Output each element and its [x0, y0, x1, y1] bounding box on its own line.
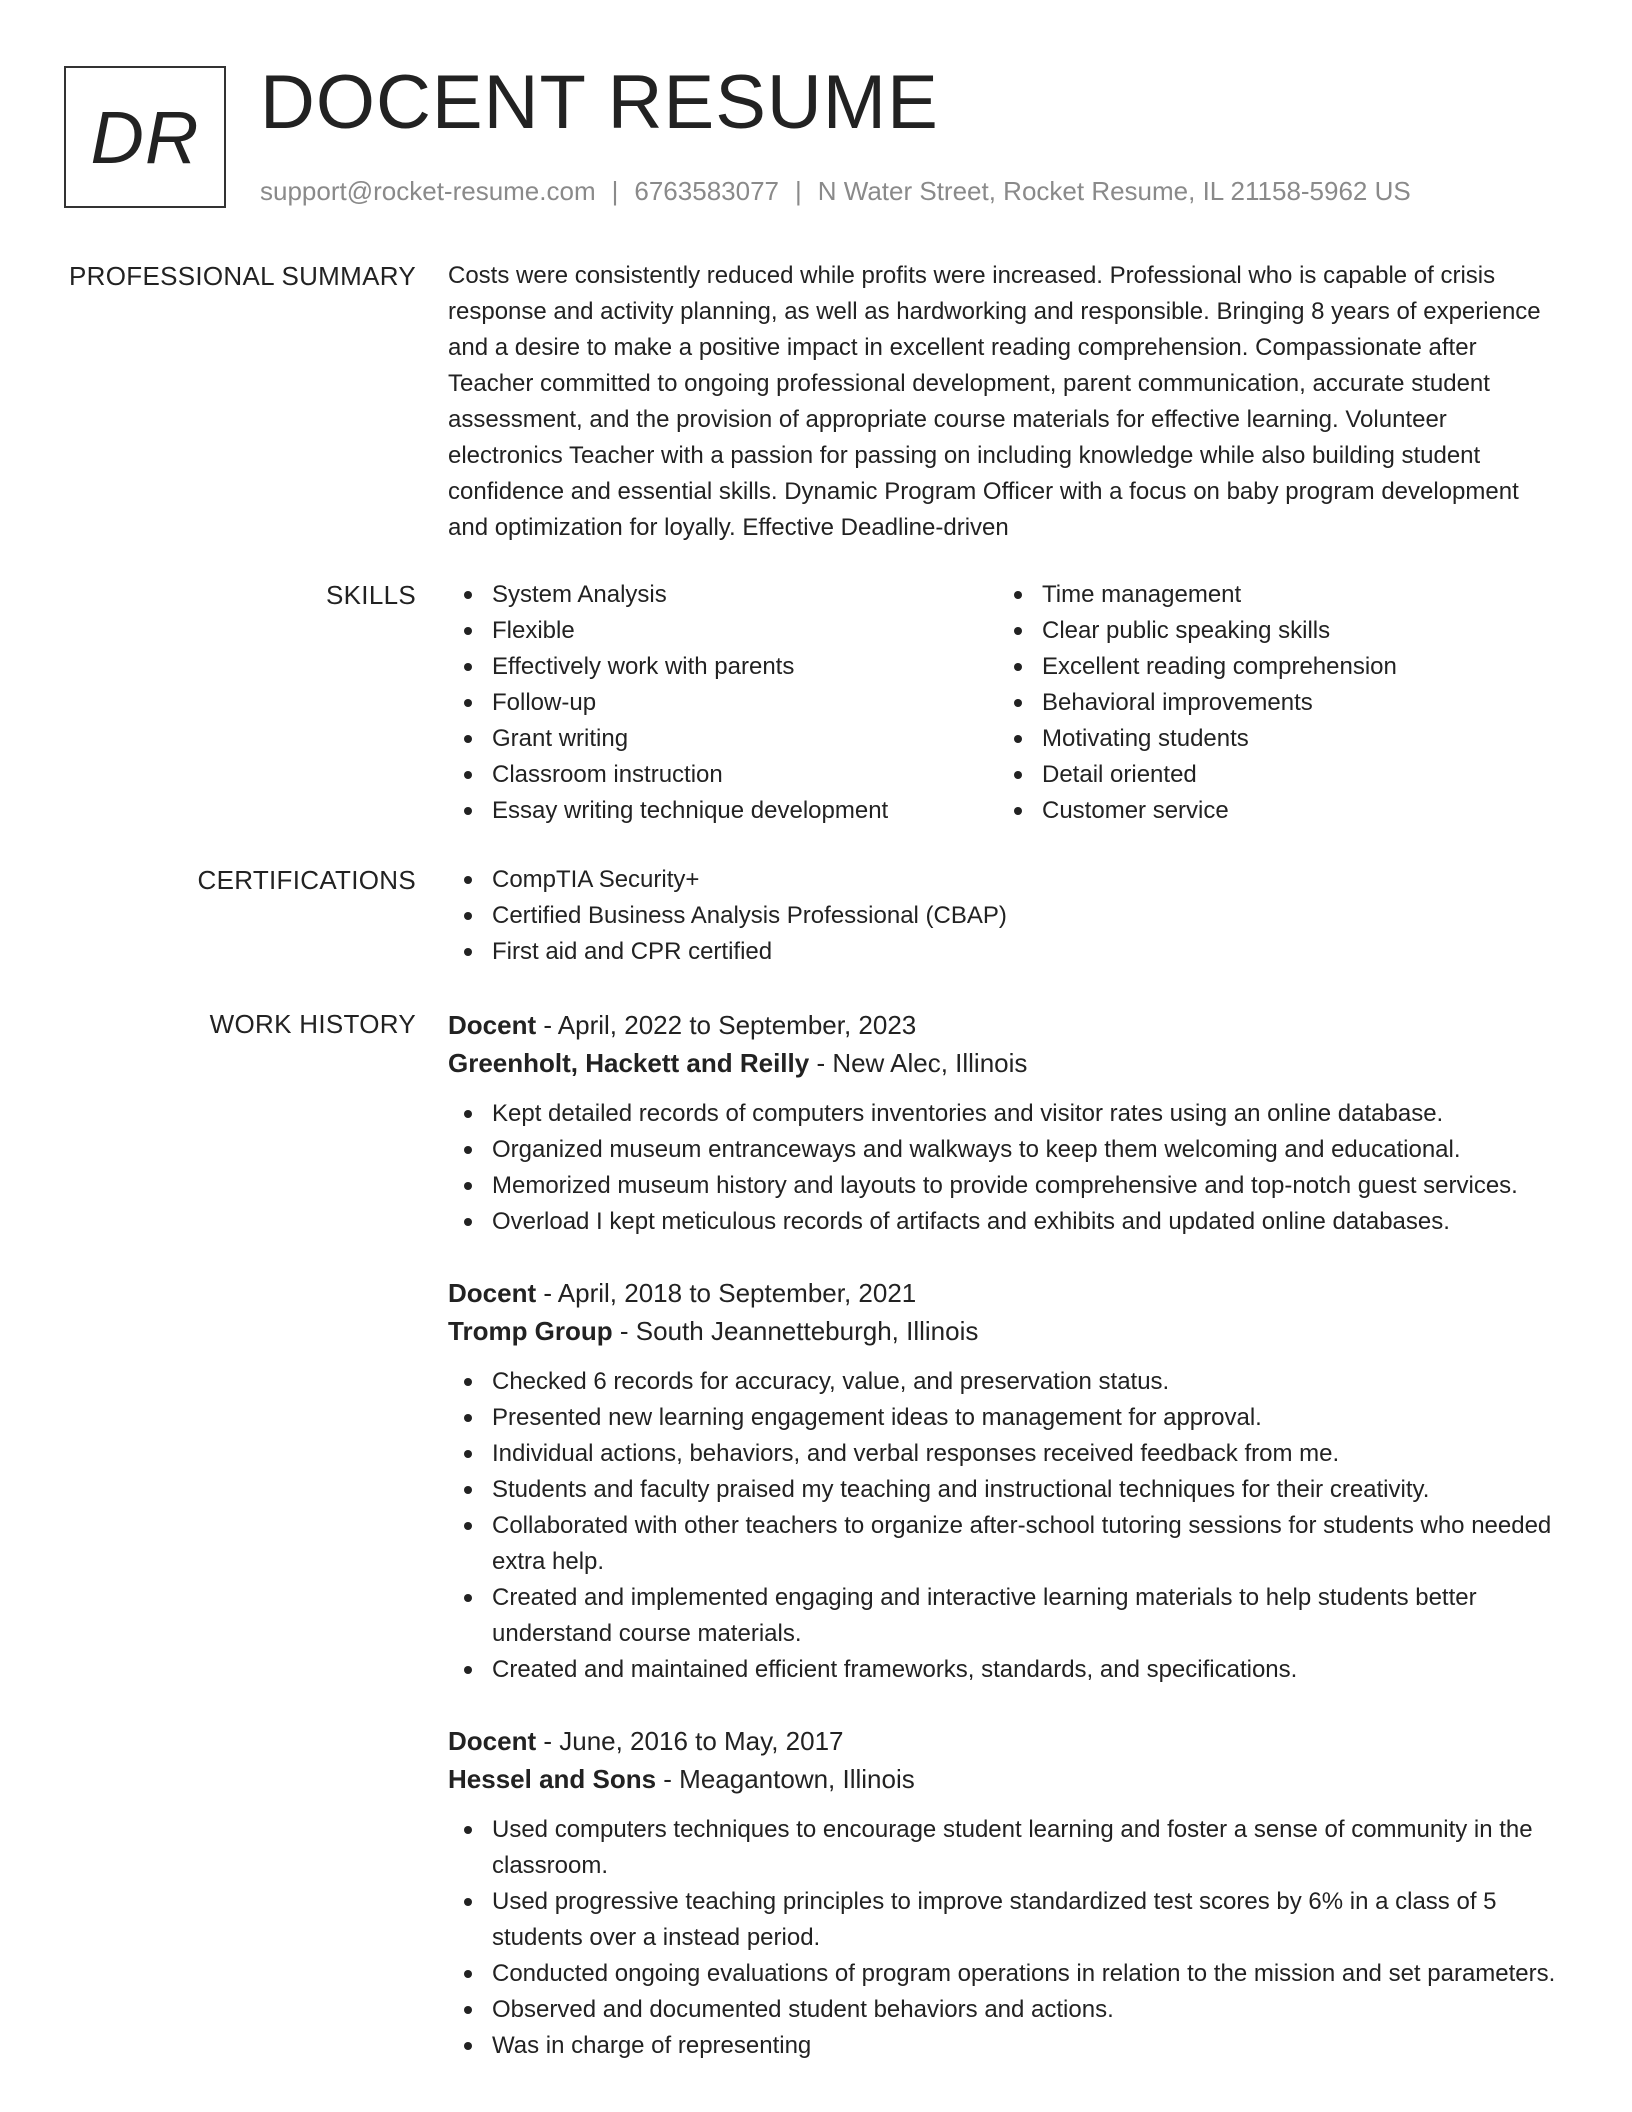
job-company-line [448, 1044, 1560, 1082]
job-entry [448, 1006, 1560, 1240]
section-label-certifications: CERTIFICATIONS [197, 865, 416, 895]
job-duty: Individual actions, behaviors, and verbal responses received feedback from me. [448, 1436, 1560, 1472]
job-title-line [448, 1006, 1560, 1044]
job-title: Docent [448, 1278, 537, 1308]
job-title-line [448, 1722, 1560, 1760]
job-dates: - April, 2022 to September, 2023 [536, 1010, 917, 1040]
job-duties [448, 1096, 1560, 1240]
contact-separator: | [795, 176, 802, 206]
skill-item: Motivating students [998, 721, 1548, 757]
contact-separator: | [611, 176, 619, 206]
summary-body [448, 258, 1560, 546]
job-duty: Created and maintained efficient frameworks, standards, and specifications. [448, 1652, 1560, 1688]
skill-item: Detail oriented [998, 757, 1548, 793]
job-duty: Was in charge of representing [448, 2028, 1560, 2064]
job-duty: Students and faculty praised my teaching and instructional techniques for their creativity. [448, 1472, 1560, 1508]
skill-item: Follow-up [448, 685, 998, 721]
resume-title: DOCENT RESUME [260, 60, 939, 145]
certification-item: Certified Business Analysis Professional (CBAP) [448, 898, 1560, 934]
job-dates: - June, 2016 to May, 2017 [536, 1726, 844, 1756]
job-company: Greenholt, Hackett and Reilly [448, 1048, 810, 1078]
job-duty: Created and implemented engaging and interactive learning materials to help students better understand course materials. [448, 1580, 1560, 1652]
job-duties [448, 1364, 1560, 1688]
job-duty: Observed and documented student behaviors and actions. [448, 1992, 1560, 2028]
section-label-work: WORK HISTORY [209, 1009, 416, 1039]
job-company-line [448, 1312, 1560, 1350]
job-entry [448, 1722, 1560, 2064]
skill-item: Essay writing technique development [448, 793, 998, 829]
skill-item: Time management [998, 577, 1548, 613]
job-duty: Organized museum entranceways and walkways to keep them welcoming and educational. [448, 1132, 1560, 1168]
job-entry [448, 1274, 1560, 1688]
job-duty: Used progressive teaching principles to improve standardized test scores by 6% in a class of 5 students over a instead period. [448, 1884, 1560, 1956]
job-company: Tromp Group [448, 1316, 613, 1346]
skill-item: Excellent reading comprehension [998, 649, 1548, 685]
monogram-logo: DR [64, 66, 226, 208]
job-location: - New Alec, Illinois [809, 1048, 1028, 1078]
job-duty: Conducted ongoing evaluations of program operations in relation to the mission and set parameters. [448, 1956, 1560, 1992]
skill-item: Classroom instruction [448, 757, 998, 793]
work-body [448, 1006, 1560, 2064]
job-location: - South Jeannetteburgh, Illinois [612, 1316, 979, 1346]
skill-item: Customer service [998, 793, 1548, 829]
certification-item: First aid and CPR certified [448, 934, 1560, 970]
job-title-line [448, 1274, 1560, 1312]
certification-item: CompTIA Security+ [448, 862, 1560, 898]
job-title: Docent [448, 1726, 537, 1756]
summary-text: Costs were consistently reduced while profits were increased. Professional who is capable of crisis response and activity planning, as well as hardworking and responsible. Bringing 8 years of experience and a desire to make a positive impact in excellent reading comprehension. Compassionate after Teacher committed to ongoing professional development, parent communication, accurate student assessment, and the provision of appropriate course materials for effective learning. Volunteer electronics Teacher with a passion for passing on including knowledge while also building student confidence and essential skills. Dynamic Program Officer with a focus on baby program development and optimization for loyally. Effective Deadline-driven [448, 262, 1541, 541]
job-duty: Checked 6 records for accuracy, value, and preservation status. [448, 1364, 1560, 1400]
contact-line [260, 174, 1411, 208]
job-dates: - April, 2018 to September, 2021 [536, 1278, 917, 1308]
job-duty: Collaborated with other teachers to organize after-school tutoring sessions for students who needed extra help. [448, 1508, 1560, 1580]
job-duties [448, 1812, 1560, 2064]
skill-item: Effectively work with parents [448, 649, 998, 685]
job-duty: Presented new learning engagement ideas to management for approval. [448, 1400, 1560, 1436]
skills-list-left [448, 577, 998, 829]
job-location: - Meagantown, Illinois [656, 1764, 915, 1794]
job-company: Hessel and Sons [448, 1764, 657, 1794]
skills-list-right [998, 577, 1548, 829]
certifications-list [448, 862, 1560, 970]
contact-phone: 6763583077 [634, 176, 779, 206]
contact-email: support@rocket-resume.com [260, 176, 596, 206]
skill-item: Flexible [448, 613, 998, 649]
skill-item: System Analysis [448, 577, 998, 613]
job-duty: Kept detailed records of computers inventories and visitor rates using an online database. [448, 1096, 1560, 1132]
job-duty: Overload I kept meticulous records of artifacts and exhibits and updated online databases. [448, 1204, 1560, 1240]
section-label-skills: SKILLS [326, 580, 416, 610]
skill-item: Grant writing [448, 721, 998, 757]
section-label-summary: PROFESSIONAL SUMMARY [69, 261, 416, 291]
skill-item: Behavioral improvements [998, 685, 1548, 721]
job-company-line [448, 1760, 1560, 1798]
skills-grid [448, 577, 1560, 829]
job-title: Docent [448, 1010, 537, 1040]
certifications-body [448, 862, 1560, 970]
job-duty: Used computers techniques to encourage student learning and foster a sense of community in the classroom. [448, 1812, 1560, 1884]
skill-item: Clear public speaking skills [998, 613, 1548, 649]
contact-address: N Water Street, Rocket Resume, IL 21158-5962 US [817, 176, 1411, 206]
job-duty: Memorized museum history and layouts to provide comprehensive and top-notch guest services. [448, 1168, 1560, 1204]
